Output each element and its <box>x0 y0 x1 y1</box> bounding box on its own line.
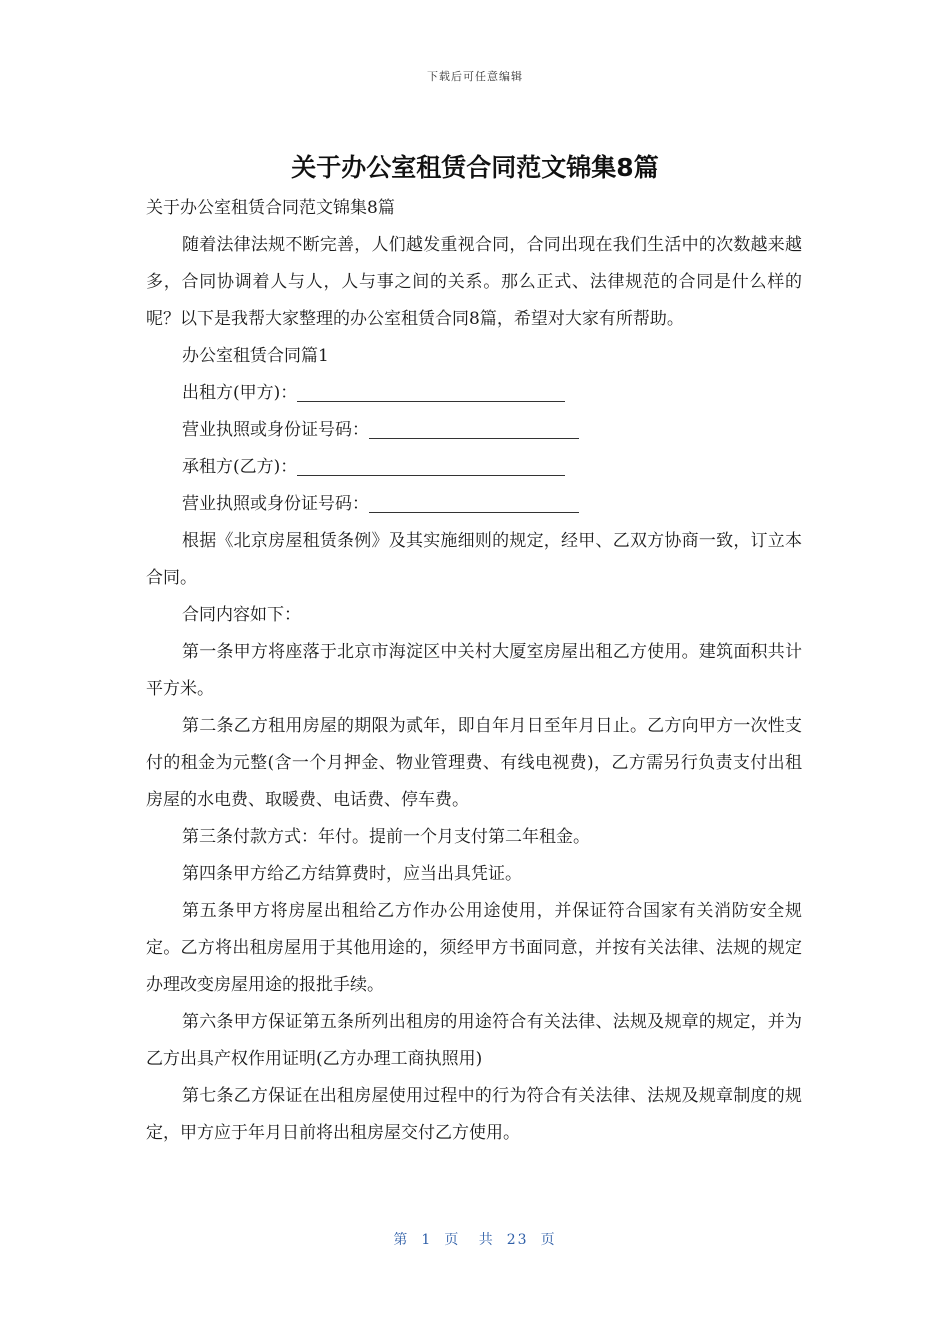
footer-page-suffix: 页 <box>540 1232 557 1248</box>
section-heading: 办公室租赁合同篇1 <box>182 346 329 366</box>
lessor-id-field <box>146 412 802 449</box>
lessee-id-blank-line <box>369 490 579 513</box>
lessor-label: 出租方(甲方)： <box>182 383 298 403</box>
basis-paragraph: 根据《北京房屋租赁条例》及其实施细则的规定，经甲、乙双方协商一致，订立本合同。 <box>146 531 802 588</box>
article-2: 第二条乙方租用房屋的期限为贰年，即自年月日至年月日止。乙方向甲方一次性支付的租金为元整(含一个月押金、物业管理费、有线电视费)，乙方需另行负责支付出租房屋的水电费、取暖费、电话费、停车费。 <box>146 716 802 810</box>
lessee-label: 承租方(乙方)： <box>182 457 298 477</box>
page-footer <box>0 1229 950 1249</box>
lessee-blank-line <box>297 453 565 476</box>
article-4: 第四条甲方给乙方结算费时，应当出具凭证。 <box>182 864 522 884</box>
lessee-field <box>146 449 802 486</box>
lessor-field <box>146 375 802 412</box>
lessor-id-blank-line <box>369 416 579 439</box>
footer-page-word: 第 <box>393 1232 410 1248</box>
article-1: 第一条甲方将座落于北京市海淀区中关村大厦室房屋出租乙方使用。建筑面积共计平方米。 <box>146 642 802 699</box>
document-subtitle: 关于办公室租赁合同范文锦集8篇 <box>146 198 395 218</box>
download-note: 下载后可任意编辑 <box>427 70 523 83</box>
footer-total-pages: 23 <box>506 1232 529 1248</box>
document-title: 关于办公室租赁合同范文锦集8篇 <box>291 153 659 182</box>
intro-paragraph: 随着法律法规不断完善，人们越发重视合同，合同出现在我们生活中的次数越来越多，合同协调着人与人，人与事之间的关系。那么正式、法律规范的合同是什么样的呢？以下是我帮大家整理的办公室租赁合同8篇，希望对大家有所帮助。 <box>146 235 802 329</box>
document-body <box>146 190 802 1152</box>
lessee-id-field <box>146 486 802 523</box>
article-7: 第七条乙方保证在出租房屋使用过程中的行为符合有关法律、法规及规章制度的规定，甲方应于年月日前将出租房屋交付乙方使用。 <box>146 1086 802 1143</box>
lessee-id-label: 营业执照或身份证号码： <box>182 494 369 514</box>
article-5: 第五条甲方将房屋出租给乙方作办公用途使用，并保证符合国家有关消防安全规定。乙方将出租房屋用于其他用途的，须经甲方书面同意，并按有关法律、法规的规定办理改变房屋用途的报批手续。 <box>146 901 802 995</box>
article-6: 第六条甲方保证第五条所列出租房的用途符合有关法律、法规及规章的规定，并为乙方出具产权作用证明(乙方办理工商执照用) <box>146 1012 802 1069</box>
lessor-blank-line <box>297 379 565 402</box>
article-3: 第三条付款方式：年付。提前一个月支付第二年租金。 <box>182 827 590 847</box>
footer-page-of: 页 共 <box>444 1232 495 1248</box>
content-intro: 合同内容如下： <box>182 605 301 625</box>
footer-page-number: 1 <box>421 1232 433 1248</box>
lessor-id-label: 营业执照或身份证号码： <box>182 420 369 440</box>
